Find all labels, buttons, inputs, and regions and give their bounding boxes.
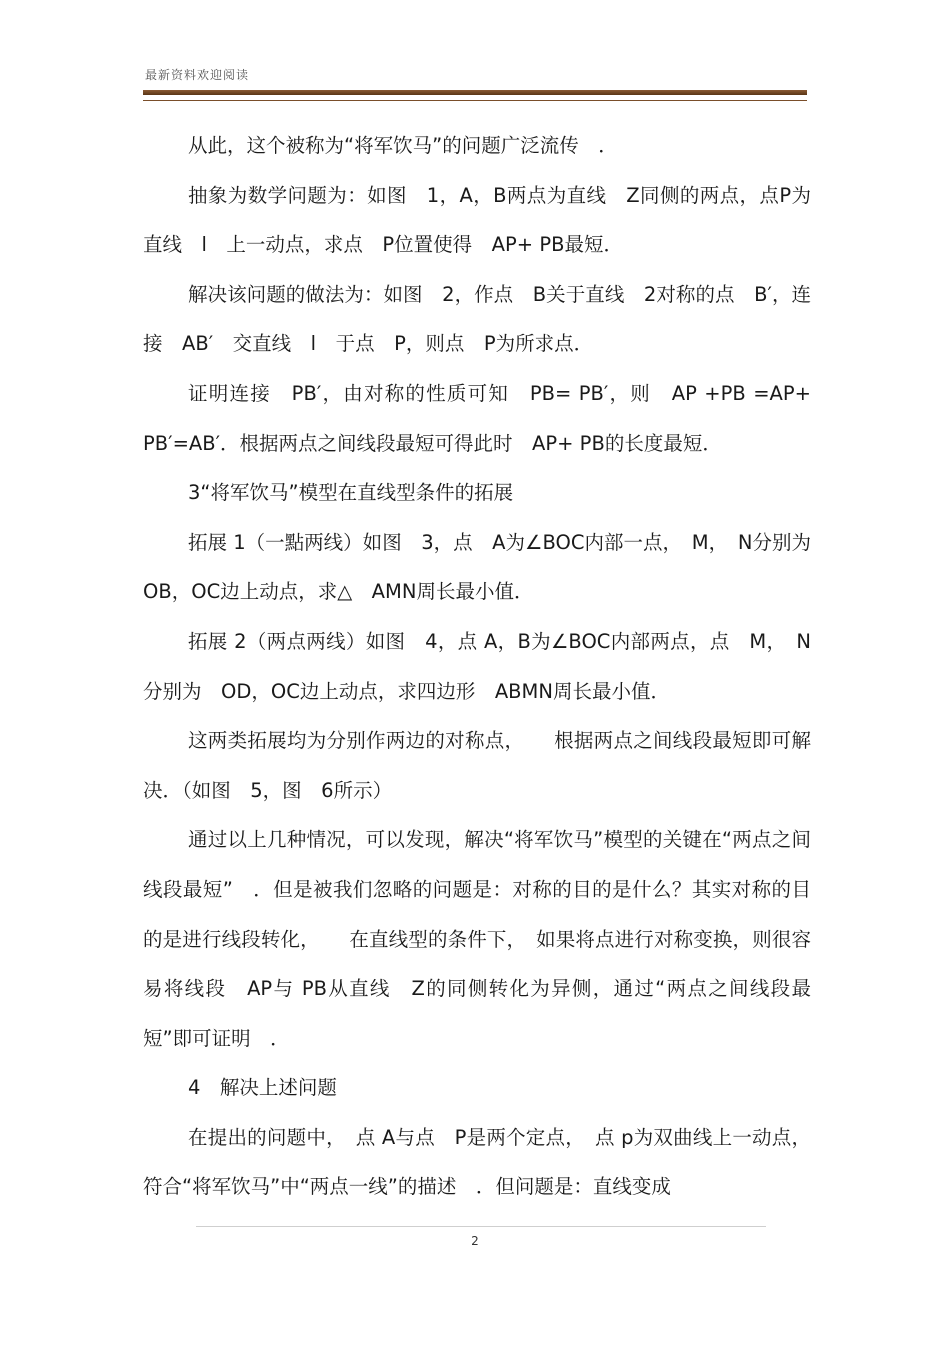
- paragraph-8: 这两类拓展均为分别作两边的对称点， 根据两点之间线段最短即可解决．（如图 5，图 6所示）: [143, 729, 811, 802]
- header-rule-thin: [143, 100, 807, 101]
- paragraph-extension-1: 拓展 1（一點两线）如图 3，点 A为∠BOC内部一点， M， N分别为 OB，OC边上动点，求△ AMN周长最小值．: [143, 530, 811, 604]
- paragraph-2: 抽象为数学问题为：如图 1，A，B两点为直线 Z同侧的两点，点P为直线 l 上一动点，求点 P位置使得 AP+ PB最短．: [143, 183, 811, 257]
- section-heading-4: 4 解决上述问题: [188, 1076, 337, 1100]
- paragraph-4: 证明连接 PB′，由对称的性质可知 PB= PB′，则 AP +PB =AP+ PB′=AB′．根据两点之间线段最短可得此时 AP+ PB的长度最短．: [143, 381, 811, 455]
- section-heading-3: 3“将军饮马”模型在直线型条件的拓展: [188, 481, 514, 505]
- paragraph-11: 在提出的问题中， 点 A与点 P是两个定点， 点 p为双曲线上一动点，符合“将军饮马”中“两点一线”的描述 ．但问题是：直线变成: [143, 1125, 811, 1199]
- header-rule-thick: [143, 90, 807, 95]
- running-header: 最新资料欢迎阅读: [145, 68, 250, 82]
- paragraph-9: 通过以上几种情况，可以发现，解决“将军饮马”模型的关键在“两点之间线段最短” ．但是被我们忽略的问题是：对称的目的是什么？其实对称的目的是进行线段转化， 在直线型的条件下， 如果将点进行对称变换，则很容易将线段 AP与 PB从直线 Z的同侧转化为异侧，通过“两点之间线段最短”即可证明 ．: [143, 828, 811, 1050]
- footer-rule: [196, 1226, 766, 1227]
- page-number: 2: [471, 1234, 479, 1248]
- page-body: [143, 121, 811, 1212]
- paragraph-1: 从此，这个被称为“将军饮马”的问题广泛流传 ．: [188, 134, 618, 157]
- paragraph-extension-2: 拓展 2（两点两线）如图 4，点 A，B为∠BOC内部两点，点 M， N分别为 OD，OC边上动点，求四边形 ABMN周长最小值．: [143, 629, 811, 703]
- paragraph-3: 解决该问题的做法为：如图 2，作点 B关于直线 2对称的点 B′，连接 AB′ 交直线 l 于点 P，则点 P为所求点．: [143, 282, 811, 356]
